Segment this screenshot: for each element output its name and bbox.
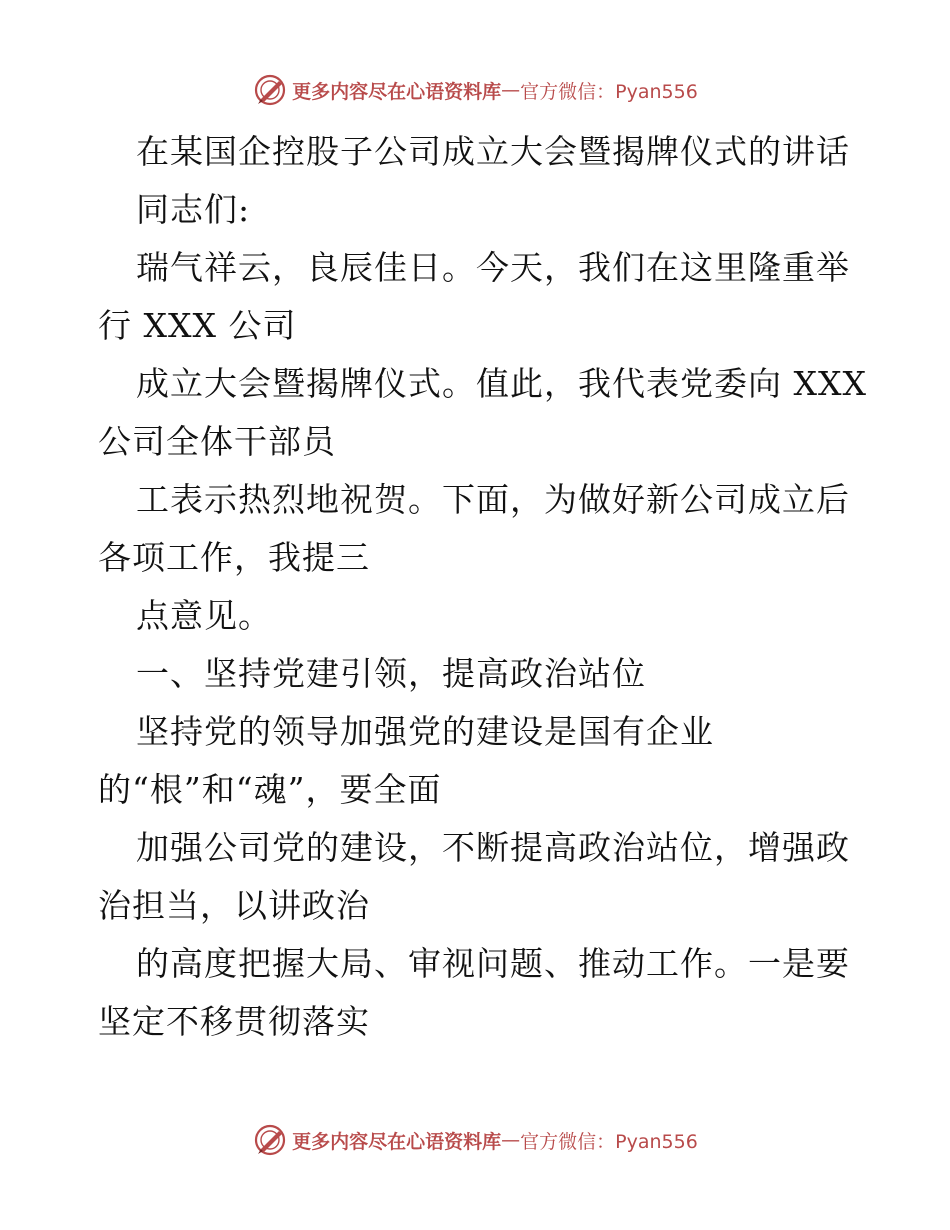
- paragraph-line: 瑞气祥云，良辰佳日。今天，我们在这里隆重举: [136, 248, 850, 287]
- watermark-wechat: 官方微信：Pyan556: [520, 80, 698, 103]
- paragraph-line: 加强公司党的建设，不断提高政治站位，增强政: [136, 828, 850, 867]
- paragraph-line: 的高度把握大局、审视问题、推动工作。一是要: [136, 944, 850, 983]
- paragraph-line: 各项工作，我提三: [98, 538, 370, 577]
- document-body: [98, 123, 867, 1051]
- paragraph-line: 坚定不移贯彻落实: [98, 1002, 370, 1041]
- paragraph-line: 坚持党的领导加强党的建设是国有企业: [136, 712, 714, 751]
- document-title: 在某国企控股子公司成立大会暨揭牌仪式的讲话: [136, 132, 850, 171]
- section-heading: 一、坚持党建引领，提高政治站位: [136, 654, 646, 693]
- pen-seal-logo-icon: [252, 1122, 288, 1158]
- paragraph-line: 治担当，以讲政治: [98, 886, 370, 925]
- watermark-text: 更多内容尽在心语资料库: [292, 80, 502, 103]
- watermark-wechat: 官方微信：Pyan556: [520, 1130, 698, 1153]
- paragraph-line: 行 XXX 公司: [98, 306, 297, 345]
- paragraph-line: 成立大会暨揭牌仪式。值此，我代表党委向 XXX: [136, 364, 867, 403]
- watermark-text: 更多内容尽在心语资料库: [292, 1130, 502, 1153]
- paragraph-line: 点意见。: [136, 596, 272, 635]
- paragraph-line: 工表示热烈地祝贺。下面，为做好新公司成立后: [136, 480, 850, 519]
- paragraph-line: 公司全体干部员: [98, 422, 336, 461]
- watermark-separator: —: [501, 79, 521, 101]
- pen-seal-logo-icon: [252, 72, 288, 108]
- paragraph-line: 的“根”和“魂”，要全面: [98, 770, 442, 809]
- paragraph-line: 同志们:: [136, 190, 251, 229]
- watermark-separator: —: [501, 1129, 521, 1151]
- header-watermark: [0, 70, 950, 110]
- footer-watermark: [0, 1120, 950, 1160]
